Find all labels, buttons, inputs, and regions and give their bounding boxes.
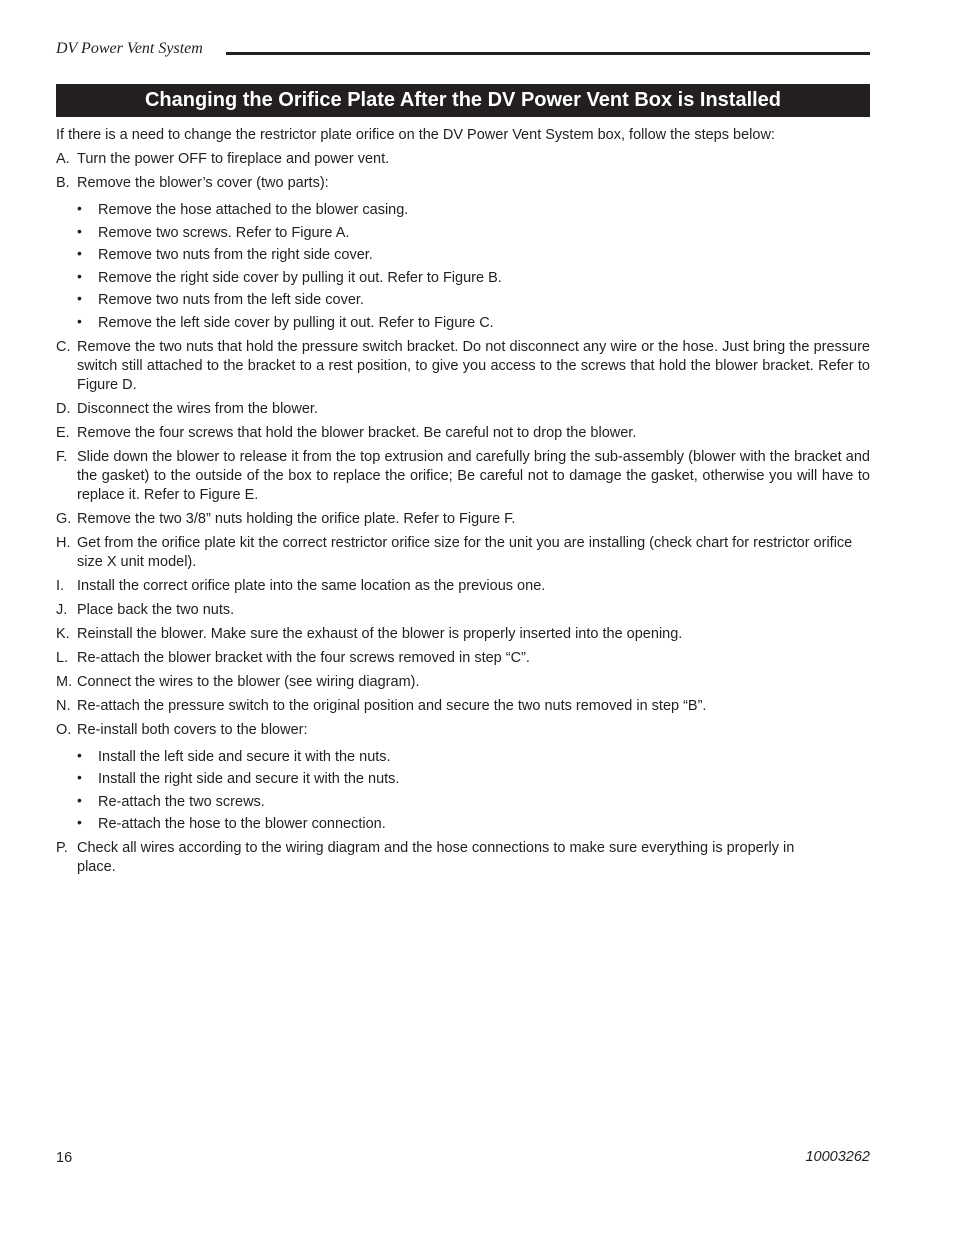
page-number: 16 — [56, 1150, 73, 1166]
section-title: Changing the Orifice Plate After the DV Power Vent Box is Installed — [144, 89, 782, 111]
bullet-text: Remove the hose attached to the blower casing. — [98, 202, 409, 218]
bullet-text: Remove the left side cover by pulling it out. Refer to Figure C. — [98, 314, 494, 331]
bullet-icon: • — [77, 245, 82, 261]
bullet-icon: • — [77, 791, 82, 808]
bullet-text: Re-attach the two screws. — [98, 793, 265, 810]
bullet-item — [77, 815, 870, 834]
step-h — [56, 534, 870, 572]
step-letter: E. — [56, 424, 70, 441]
bullet-item — [77, 793, 870, 812]
step-letter: A. — [56, 151, 70, 167]
step-letter: M. — [56, 673, 73, 690]
page-header — [56, 38, 870, 62]
intro-text: If there is a need to change the restrictor plate orifice on the DV Power Vent System box, follow the steps below: — [56, 127, 775, 143]
bullet-icon: • — [77, 290, 82, 306]
bullet-icon: • — [77, 222, 82, 239]
step-text: Connect the wires to the blower (see wiring diagram). — [77, 673, 420, 690]
step-text: Turn the power OFF to fireplace and power vent. — [77, 151, 390, 167]
step-letter: K. — [56, 625, 70, 642]
step-letter: I. — [56, 577, 65, 594]
bullet-icon: • — [77, 769, 82, 785]
document-number: 10003262 — [805, 1149, 870, 1165]
step-o-bullet-list — [77, 748, 870, 835]
bullet-text: Remove two nuts from the left side cover. — [98, 292, 364, 308]
bullet-text: Install the right side and secure it with the nuts. — [98, 771, 400, 787]
step-c — [56, 338, 870, 395]
step-text: Get from the orifice plate kit the correct restrictor orifice size for the unit you are installing (check chart for restrictor orifice size X unit model). — [77, 534, 853, 570]
step-text: Slide down the blower to release it from the top extrusion and carefully bring the sub-assembly (blower with the bracket and the gasket) to the outside of the box to replace the orifice; Be careful not to damage the gasket, otherwise you will have to replace it. Refer to Figure E. — [77, 448, 870, 503]
step-k — [56, 625, 870, 644]
bullet-item — [77, 246, 870, 265]
step-p — [56, 839, 870, 877]
step-text: Remove the two 3/8” nuts holding the orifice plate. Refer to Figure F. — [77, 510, 516, 527]
step-n — [56, 697, 870, 716]
step-m — [56, 673, 870, 692]
bullet-text: Install the left side and secure it with the nuts. — [98, 748, 391, 765]
bullet-icon: • — [77, 814, 82, 830]
instructions — [56, 126, 870, 882]
step-text: Install the correct orifice plate into the same location as the previous one. — [77, 577, 546, 594]
bullet-text: Remove two nuts from the right side cover. — [98, 247, 373, 263]
step-letter: G. — [56, 510, 72, 527]
step-text: Remove the blower’s cover (two parts): — [77, 175, 329, 191]
step-text: Check all wires according to the wiring diagram and the hose connections to make sure everything is properly in place. — [77, 840, 795, 875]
step-letter: C. — [56, 338, 71, 355]
section-title-bar — [56, 84, 870, 117]
bullet-icon: • — [77, 267, 82, 284]
step-text: Re-attach the pressure switch to the original position and secure the two nuts removed in step “B”. — [77, 697, 707, 714]
step-text: Re-install both covers to the blower: — [77, 721, 308, 738]
step-j — [56, 601, 870, 620]
header-rule — [226, 52, 870, 55]
step-letter: N. — [56, 697, 71, 714]
header-title: DV Power Vent System — [56, 40, 203, 57]
step-letter: H. — [56, 534, 71, 551]
bullet-item — [77, 269, 870, 288]
step-f — [56, 448, 870, 505]
step-text: Re-attach the blower bracket with the four screws removed in step “C”. — [77, 649, 530, 666]
step-text: Place back the two nuts. — [77, 601, 235, 618]
step-text: Disconnect the wires from the blower. — [77, 400, 318, 417]
bullet-item — [77, 224, 870, 243]
step-letter: P. — [56, 840, 68, 856]
step-e — [56, 424, 870, 443]
bullet-item — [77, 748, 870, 767]
bullet-text: Re-attach the hose to the blower connection. — [98, 816, 386, 832]
bullet-text: Remove the right side cover by pulling it out. Refer to Figure B. — [98, 269, 502, 286]
step-i — [56, 577, 870, 596]
step-letter: D. — [56, 400, 71, 417]
step-letter: O. — [56, 721, 72, 738]
step-text: Remove the two nuts that hold the pressure switch bracket. Do not disconnect any wire or the hose. Just bring the pressure switch still attached to the bracket to a rest position, to give you access to the screws that hold the blower bracket. Refer to Figure D. — [77, 338, 870, 393]
bullet-item — [77, 314, 870, 333]
bullet-item — [77, 201, 870, 220]
step-letter: B. — [56, 175, 70, 191]
step-d — [56, 400, 870, 419]
bullet-text: Remove two screws. Refer to Figure A. — [98, 224, 350, 241]
bullet-item — [77, 291, 870, 310]
step-b-bullet-list — [77, 201, 870, 333]
bullet-item — [77, 770, 870, 789]
step-g — [56, 510, 870, 529]
step-letter: L. — [56, 649, 69, 666]
step-text: Remove the four screws that hold the blower bracket. Be careful not to drop the blower. — [77, 424, 637, 441]
step-text: Reinstall the blower. Make sure the exhaust of the blower is properly inserted into the opening. — [77, 625, 683, 642]
step-a — [56, 150, 870, 169]
bullet-icon: • — [77, 312, 82, 329]
step-o — [56, 721, 870, 740]
step-l — [56, 649, 870, 668]
step-letter: J. — [56, 601, 68, 618]
bullet-icon: • — [77, 200, 82, 216]
step-b — [56, 174, 870, 193]
step-letter: F. — [56, 448, 68, 465]
bullet-icon: • — [77, 746, 82, 763]
